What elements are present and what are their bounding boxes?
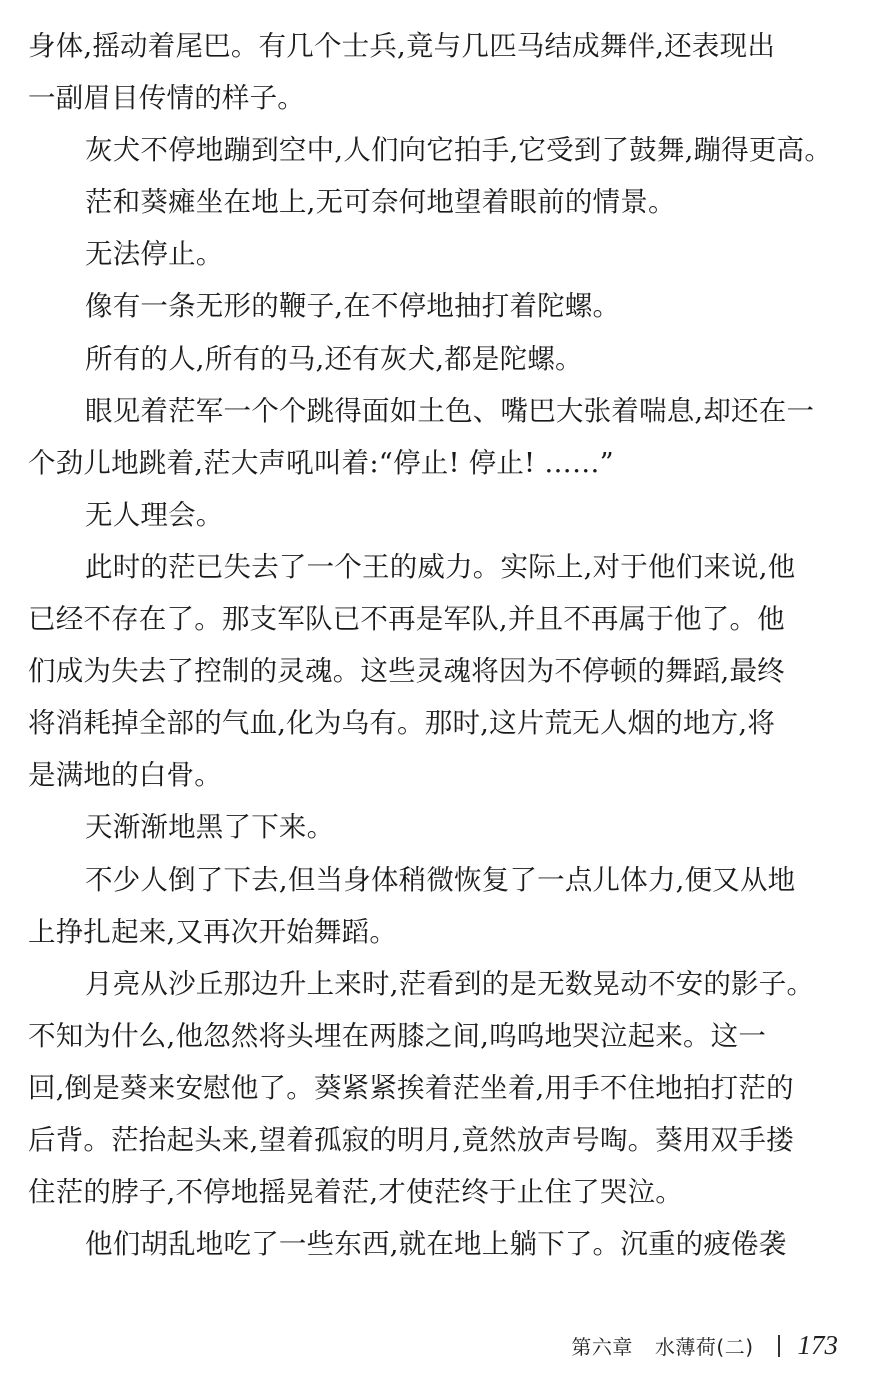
text-line: 们成为失去了控制的灵魂。这些灵魂将因为不停顿的舞蹈,最终 bbox=[28, 655, 785, 688]
text-line: 无人理会。 bbox=[85, 498, 224, 531]
text-line: 不少人倒了下去,但当身体稍微恢复了一点儿体力,便又从地 bbox=[85, 863, 796, 896]
text-line: 灰犬不停地蹦到空中,人们向它拍手,它受到了鼓舞,蹦得更高。 bbox=[85, 134, 833, 167]
text-line: 回,倒是葵来安慰他了。葵紧紧挨着茫坐着,用手不住地拍打茫的 bbox=[28, 1071, 794, 1104]
text-line: 后背。茫抬起头来,望着孤寂的明月,竟然放声号啕。葵用双手搂 bbox=[28, 1123, 794, 1156]
text-line: 所有的人,所有的马,还有灰犬,都是陀螺。 bbox=[85, 342, 583, 375]
section-title: 水薄荷(二) bbox=[654, 1335, 754, 1359]
text-line: 无法停止。 bbox=[85, 238, 224, 271]
text-line: 月亮从沙丘那边升上来时,茫看到的是无数晃动不安的影子。 bbox=[85, 967, 815, 1000]
text-line: 像有一条无形的鞭子,在不停地抽打着陀螺。 bbox=[85, 290, 621, 323]
body-text bbox=[28, 20, 843, 1270]
text-line: 上挣扎起来,又再次开始舞蹈。 bbox=[28, 915, 398, 948]
text-line: 将消耗掉全部的气血,化为乌有。那时,这片荒无人烟的地方,将 bbox=[28, 707, 776, 740]
chapter-label: 第六章 bbox=[571, 1335, 633, 1359]
text-line: 眼见着茫军一个个跳得面如土色、嘴巴大张着喘息,却还在一 bbox=[85, 394, 815, 427]
page-number: 173 bbox=[797, 1330, 838, 1360]
text-line: 一副眉目传情的样子。 bbox=[28, 82, 305, 115]
text-line: 已经不存在了。那支军队已不再是军队,并且不再属于他了。他 bbox=[28, 603, 785, 636]
page-footer bbox=[571, 1330, 838, 1361]
text-line: 住茫的脖子,不停地摇晃着茫,才使茫终于止住了哭泣。 bbox=[28, 1176, 683, 1209]
text-line: 天渐渐地黑了下来。 bbox=[85, 811, 335, 844]
text-line: 不知为什么,他忽然将头埋在两膝之间,呜呜地哭泣起来。这一 bbox=[28, 1019, 767, 1052]
text-line: 此时的茫已失去了一个王的威力。实际上,对于他们来说,他 bbox=[85, 550, 796, 583]
text-line: 茫和葵瘫坐在地上,无可奈何地望着眼前的情景。 bbox=[85, 186, 676, 219]
text-line: 是满地的白骨。 bbox=[28, 759, 222, 792]
text-line: 他们胡乱地吃了一些东西,就在地上躺下了。沉重的疲倦袭 bbox=[85, 1228, 787, 1261]
text-line: 个劲儿地跳着,茫大声吼叫着:“停止! 停止! ……” bbox=[28, 446, 614, 479]
footer-separator bbox=[778, 1335, 780, 1357]
text-line: 身体,摇动着尾巴。有几个士兵,竟与几匹马结成舞伴,还表现出 bbox=[28, 30, 776, 62]
